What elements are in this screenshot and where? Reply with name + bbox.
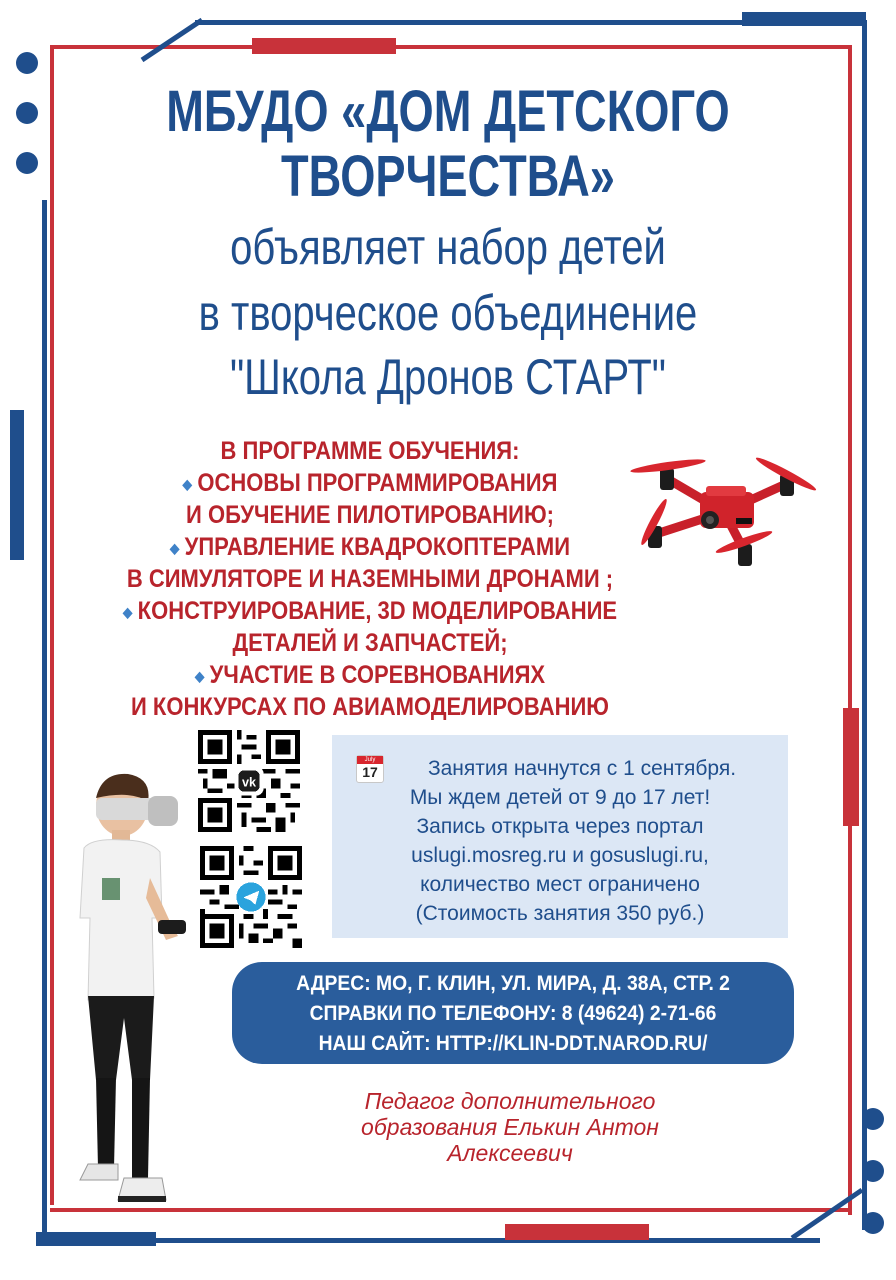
contacts-pill — [232, 962, 794, 1064]
frame-dot — [16, 52, 38, 74]
frame-dot — [862, 1108, 884, 1130]
frame-dot — [862, 1212, 884, 1234]
program-name: "Школа Дронов СТАРТ" — [229, 349, 667, 405]
info-portals: uslugi.mosreg.ru и gosuslugi.ru, — [411, 844, 709, 867]
program-line: И КОНКУРСАХ ПО АВИАМОДЕЛИРОВАНИЮ — [131, 693, 609, 721]
info-box — [332, 735, 788, 938]
program-line: В СИМУЛЯТОРЕ И НАЗЕМНЫМИ ДРОНАМИ ; — [126, 565, 614, 593]
bullet-icon: ◆ — [194, 668, 205, 685]
bullet-icon: ◆ — [182, 476, 193, 493]
bullet-icon: ◆ — [122, 604, 133, 621]
svg-text:vk: vk — [241, 775, 257, 790]
teacher-line3: Алексеевич — [447, 1140, 573, 1166]
phone[interactable]: СПРАВКИ ПО ТЕЛЕФОНУ: 8 (49624) 2-71-66 — [309, 1002, 717, 1025]
info-start-date: Занятия начнутся с 1 сентября. — [427, 757, 737, 780]
program-line: ◆ УПРАВЛЕНИЕ КВАДРОКОПТЕРАМИ — [169, 533, 571, 561]
info-price: (Стоимость занятия 350 руб.) — [415, 902, 705, 925]
qr-code-vk[interactable] — [198, 730, 300, 832]
teacher-line2: образования Елькин Антон — [361, 1114, 659, 1140]
frame-dot — [16, 152, 38, 174]
bullet-icon: ◆ — [169, 540, 180, 557]
announce-line1: объявляет набор детей — [230, 219, 666, 275]
info-registration: Запись открыта через портал — [416, 815, 704, 838]
org-title-line1: МБУДО «ДОМ ДЕТСКОГО — [166, 79, 730, 144]
qr-pattern-icon — [198, 730, 300, 832]
website-link[interactable]: НАШ САЙТ: HTTP://KLIN-DDT.NAROD.RU/ — [318, 1032, 708, 1055]
program-line: И ОБУЧЕНИЕ ПИЛОТИРОВАНИЮ; — [186, 501, 554, 529]
info-age: Мы ждем детей от 9 до 17 лет! — [409, 786, 711, 809]
qr-code-telegram[interactable] — [200, 846, 302, 948]
program-line: ◆ УЧАСТИЕ В СОРЕВНОВАНИЯХ — [194, 661, 546, 689]
calendar-month: July — [357, 756, 383, 764]
frame-dot — [16, 102, 38, 124]
info-limited: количество мест ограничено — [420, 873, 700, 896]
program-line: ДЕТАЛЕЙ И ЗАПЧАСТЕЙ; — [232, 629, 508, 657]
frame-dot — [862, 1160, 884, 1182]
program-line: ◆ ОСНОВЫ ПРОГРАММИРОВАНИЯ — [182, 469, 558, 497]
drone-image — [626, 448, 822, 584]
program-heading: В ПРОГРАММЕ ОБУЧЕНИЯ: — [220, 437, 520, 465]
announce-line2: в творческое объединение — [198, 285, 698, 341]
child-with-vr-headset-image — [62, 768, 192, 1228]
address: АДРЕС: МО, Г. КЛИН, УЛ. МИРА, Д. 38А, СТР. 2 — [296, 972, 730, 995]
teacher-line1: Педагог дополнительного — [364, 1088, 656, 1114]
org-title-line2: ТВОРЧЕСТВА» — [281, 144, 615, 209]
calendar-day: 17 — [362, 764, 378, 780]
qr-pattern-icon — [200, 846, 302, 948]
program-line: ◆ КОНСТРУИРОВАНИЕ, 3D МОДЕЛИРОВАНИЕ — [122, 597, 618, 625]
